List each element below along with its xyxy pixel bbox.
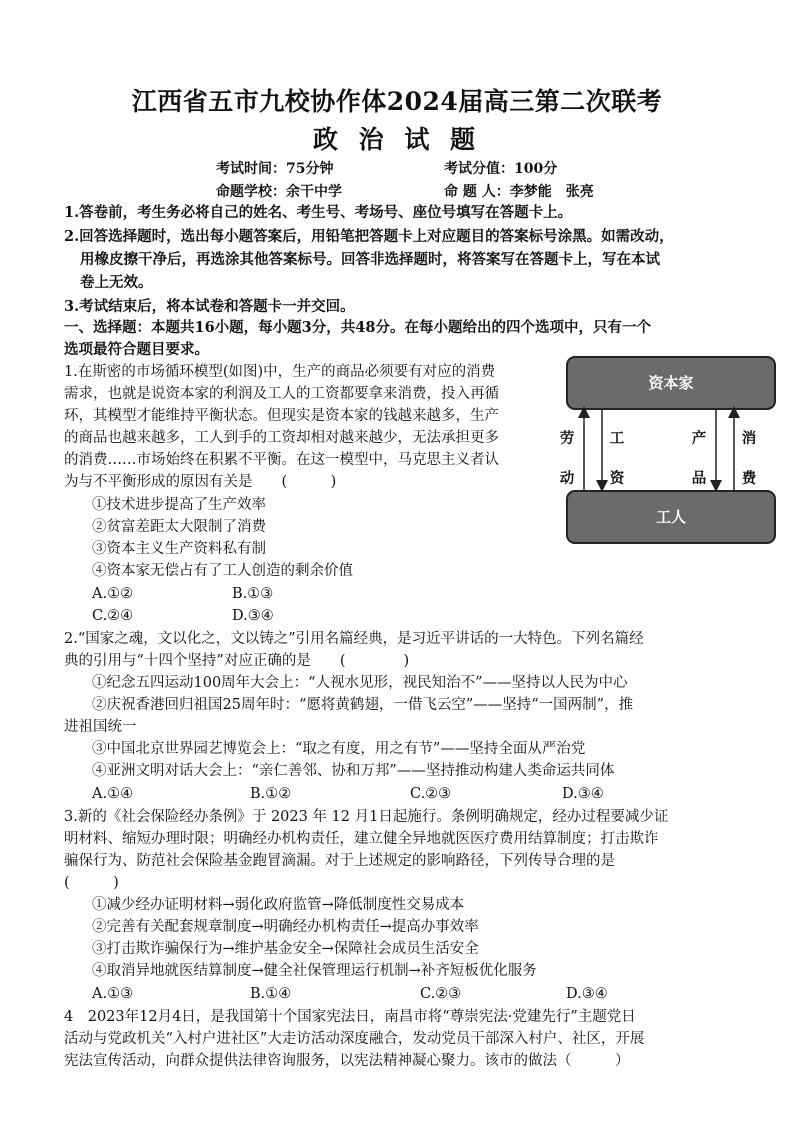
instruction-3: 3.考试结束后，将本试卷和答题卡一并交回。 [64, 298, 355, 315]
q1-option-4: ④资本家无偿占有了工人创造的剩余价值 [92, 563, 353, 579]
q2-option-2: ②庆祝香港回归祖国25周年时：“愿将黄鹤翅，一借飞云空”——坚持“一国两制”，推 [92, 697, 634, 713]
q4-line: 4 2023年12月4日，是我国第十个国家宪法日，南昌市将“尊崇宪法·党建先行”主题党日 [64, 1009, 636, 1025]
q1-option-3: ③资本主义生产资料私有制 [92, 541, 266, 557]
instruction-2-cont: 用橡皮擦干净后，再选涂其他答案标号。回答非选择题时，将答案写在答题卡上，写在本试 [80, 251, 660, 268]
q1-line: 为与不平衡形成的原因有关是 ( ) [64, 474, 337, 490]
q2-option-2-cont: 进祖国统一 [64, 719, 137, 735]
exam-score: 考试分值：100分 [444, 161, 558, 177]
q2-option-4: ④亚洲文明对话大会上：“亲仁善邻、协和万邦”——坚持推动构建人类命运共同体 [92, 763, 615, 779]
exam-authors: 命 题 人：李梦能 张亮 [444, 184, 594, 200]
q3-line: 3.新的《社会保险经办条例》于 2023 年 12 月1日起施行。条例明确规定，经办过程要减少证 [64, 809, 669, 825]
q3-answer-b: B.①④ [250, 986, 292, 1002]
instruction-2-end: 卷上无效。 [80, 274, 153, 291]
q2-answer-a: A.①④ [92, 786, 134, 802]
q1-answer-b: B.①③ [232, 586, 274, 602]
subject-title: 政 治 试 题 [312, 125, 482, 154]
q1-answer-d: D.③④ [232, 608, 274, 624]
q1-option-1: ①技术进步提高了生产效率 [92, 497, 266, 513]
q3-answer-d: D.③④ [566, 986, 608, 1002]
q3-option-2: ②完善有关配套规章制度→明确经办机构责任→提高办事效率 [92, 919, 479, 935]
instruction-2: 2.回答选择题时，选出每小题答案后，用铅笔把答题卡上对应题目的答案标号涂黑。如需改动， [64, 228, 674, 245]
exam-time: 考试时间：75分钟 [216, 161, 334, 177]
q4-line: 活动与党政机关“入村户进社区”大走访活动深度融合，发动党员干部深入村户、社区，开展 [64, 1031, 645, 1047]
q3-answer-a: A.①③ [92, 986, 134, 1002]
q2-line: 典的引用与“十四个坚持”对应正确的是 ( ) [64, 653, 410, 669]
q1-line: 1.在斯密的市场循环模型(如图)中，生产的商品必须要有对应的消费 [64, 364, 496, 380]
q1-line: 的消费……市场始终在积累不平衡。在这一模型中，马克思主义者认 [64, 452, 499, 468]
q4-line: 宪法宣传活动，向群众提供法律咨询服务，以宪法精神凝心聚力。该市的做法（ ） [64, 1053, 630, 1069]
market-cycle-diagram [558, 352, 780, 552]
label-consumption: 消 费 [741, 430, 757, 487]
q2-option-3: ③中国北京世界园艺博览会上：“取之有度，用之有节”——坚持全面从严治党 [92, 741, 586, 757]
section-heading: 一、选择题：本题共16小题，每小题3分，共48分。在每小题给出的四个选项中，只有一个 [64, 319, 651, 336]
q1-line: 的商品也越来越多，工人到手的工资却相对越来越少，无法承担更多 [64, 430, 499, 446]
capitalist-box: 资本家 [566, 356, 776, 410]
q3-line: 骗保行为、防范社会保险基金跑冒滴漏。对于上述规定的影响路径，下列传导合理的是 [64, 853, 615, 869]
exam-title: 江西省五市九校协作体2024届高三第二次联考 [131, 87, 663, 116]
q2-answer-c: C.②③ [410, 786, 452, 802]
q2-answer-b: B.①② [250, 786, 292, 802]
q3-option-3: ③打击欺诈骗保行为→维护基金安全→保障社会成员生活安全 [92, 941, 479, 957]
q3-option-4: ④取消异地就医结算制度→健全社保管理运行机制→补齐短板优化服务 [92, 963, 537, 979]
instruction-1: 1.答卷前，考生务必将自己的姓名、考生号、考场号、座位号填写在答题卡上。 [64, 204, 573, 221]
q3-line: 明材料、缩短办理时限；明确经办机构责任，建立健全异地就医医疗费用结算制度；打击欺诈 [64, 831, 659, 847]
q1-answer-c: C.②④ [92, 608, 134, 624]
label-product: 产 品 [691, 430, 707, 487]
section-heading-cont: 选项最符合题目要求。 [64, 341, 209, 358]
exam-school: 命题学校：余干中学 [216, 184, 342, 200]
q1-option-2: ②贫富差距太大限制了消费 [92, 519, 266, 535]
q1-line: 环，其模型才能维持平衡状态。但现实是资本家的钱越来越多，生产 [64, 408, 499, 424]
q1-line: 需求，也就是说资本家的利润及工人的工资都要拿来消费，投入再循 [64, 386, 499, 402]
worker-box: 工人 [566, 490, 776, 544]
label-labor: 劳 动 [559, 430, 575, 487]
q3-answer-c: C.②③ [420, 986, 462, 1002]
q2-option-1: ①纪念五四运动100周年大会上：“人视水见形，视民知治不”——坚持以人民为中心 [92, 675, 628, 691]
q1-answer-a: A.①② [92, 586, 134, 602]
q3-line: ( ) [64, 875, 119, 891]
q3-option-1: ①减少经办证明材料→弱化政府监管→降低制度性交易成本 [92, 897, 465, 913]
label-wage: 工 资 [609, 430, 625, 487]
q2-line: 2.“国家之魂，文以化之，文以铸之”引用名篇经典，是习近平讲话的一大特色。下列名篇经 [64, 631, 644, 647]
q2-answer-d: D.③④ [562, 786, 604, 802]
